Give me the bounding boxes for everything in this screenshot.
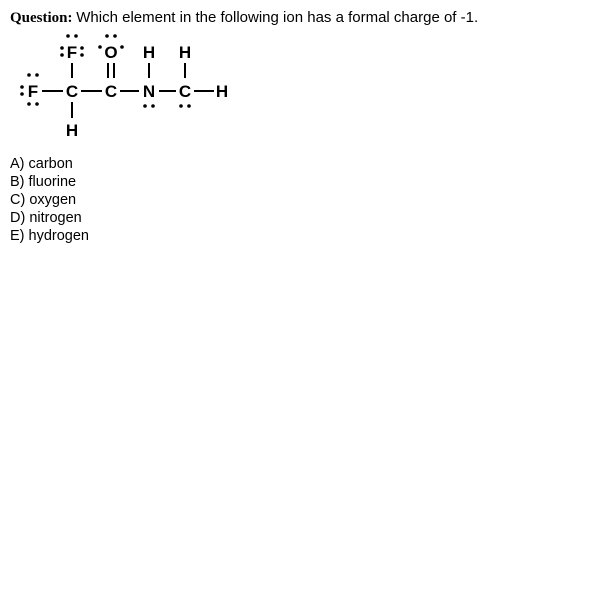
lewis-structure	[0, 28, 260, 148]
atom-f-left: F	[27, 82, 39, 101]
option-c: C) oxygen	[10, 192, 77, 208]
question-label: Question:	[10, 10, 73, 26]
atom-f-top: F	[66, 43, 78, 62]
atom-h-right: H	[215, 82, 229, 101]
option-b: B) fluorine	[10, 174, 77, 190]
question	[10, 8, 478, 28]
atom-h-bottom: H	[65, 121, 79, 140]
option-e: E) hydrogen	[10, 228, 89, 244]
atom-c3: C	[178, 82, 192, 101]
atom-n: N	[142, 82, 156, 101]
atom-c2: C	[104, 82, 118, 101]
answer-options	[10, 155, 89, 245]
atom-h-top-n: H	[142, 43, 156, 62]
atom-o-top: O	[104, 43, 118, 62]
atom-h-top-c: H	[178, 43, 192, 62]
question-text: Which element in the following ion has a formal charge of -1.	[76, 9, 479, 26]
option-a: A) carbon	[10, 156, 73, 172]
option-d: D) nitrogen	[10, 210, 82, 226]
atom-c1: C	[65, 82, 79, 101]
